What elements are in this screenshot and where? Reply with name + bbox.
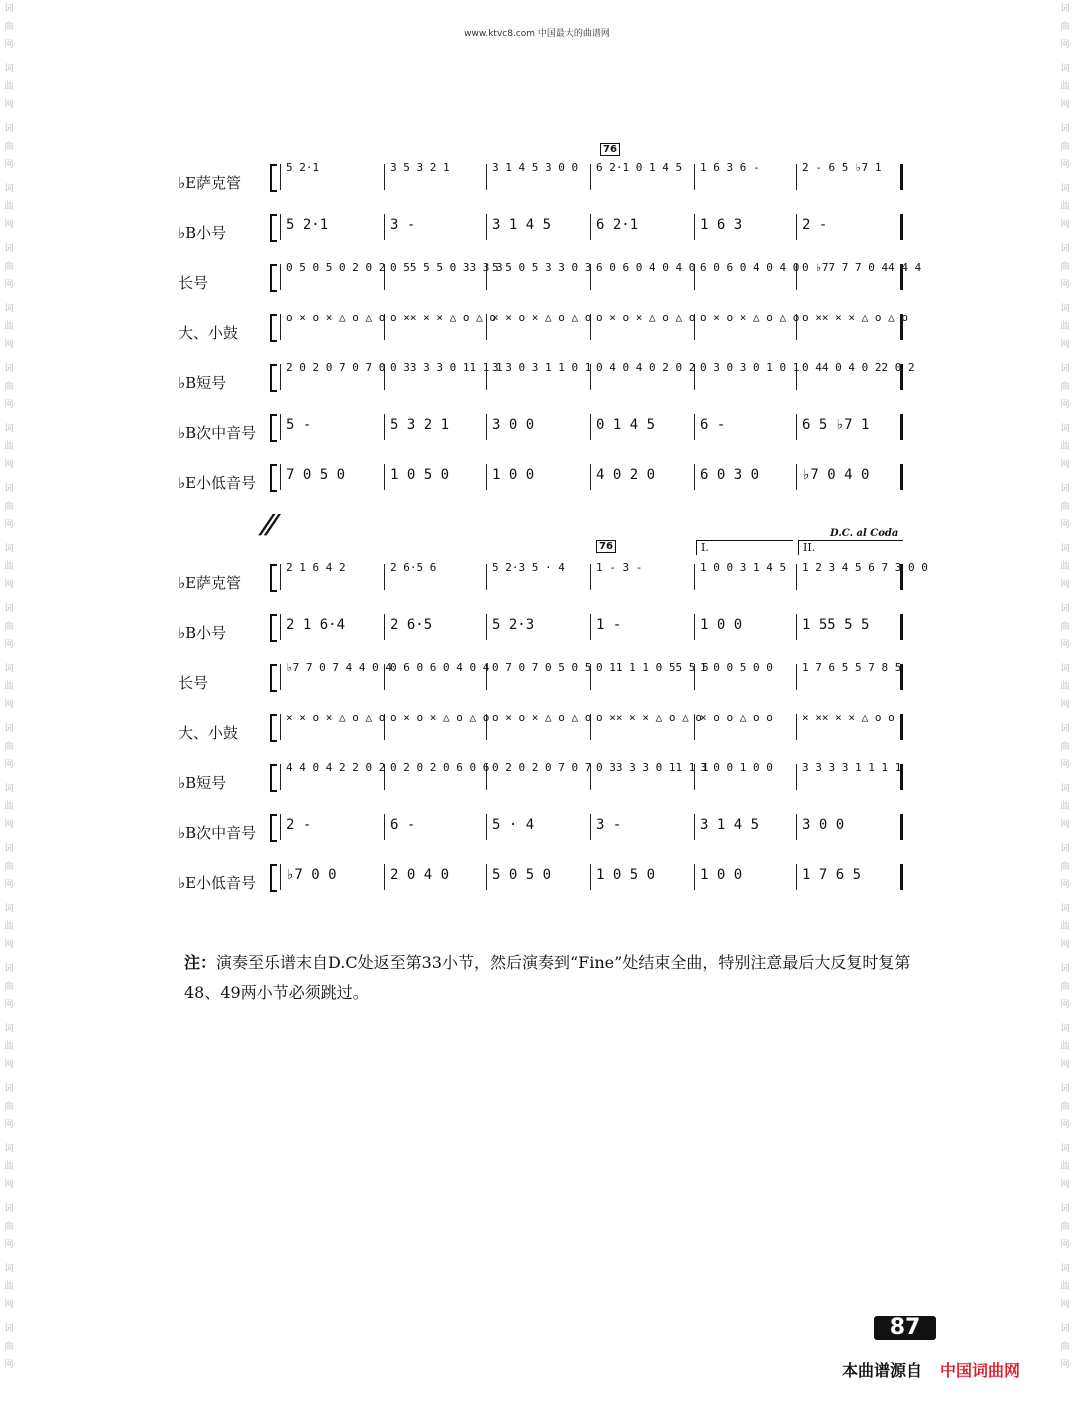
barline bbox=[486, 214, 487, 240]
measure-notes: 3 3 0 3 1 1 0 1 bbox=[492, 361, 592, 374]
instrument-label: ♭B短号 bbox=[178, 374, 227, 392]
page-number: 87 bbox=[874, 1316, 936, 1340]
measure-notes: 0 33 3 3 0 11 1 1 bbox=[390, 361, 503, 374]
measure-notes: o ×× × × △ o △ o bbox=[596, 711, 702, 724]
barline bbox=[900, 464, 903, 490]
staff-bracket bbox=[270, 664, 277, 692]
barline bbox=[384, 464, 385, 490]
barline bbox=[694, 814, 695, 840]
measure-notes: 6 5 ♭7 1 bbox=[802, 417, 870, 433]
barline bbox=[280, 264, 281, 290]
measure-notes: × × o × △ o △ o bbox=[492, 311, 592, 324]
measure-notes: 6 2·1 0 1 4 5 bbox=[596, 161, 683, 174]
barline bbox=[384, 164, 385, 190]
barline bbox=[280, 764, 281, 790]
instrument-label: ♭E萨克管 bbox=[178, 574, 242, 592]
barline bbox=[900, 864, 903, 890]
barline bbox=[280, 714, 281, 740]
measure-notes: 6 - bbox=[390, 817, 416, 833]
volta-1: I. bbox=[696, 540, 793, 555]
measure-notes: 0 2 0 2 0 6 0 6 bbox=[390, 761, 490, 774]
staff-6 bbox=[0, 808, 1074, 858]
measure-notes: 3 3 3 3 1 1 1 1 bbox=[802, 761, 902, 774]
measure-notes: 2 - bbox=[286, 817, 312, 833]
measure-notes: 1 2 3 4 5 6 7 3 0 0 bbox=[802, 561, 928, 574]
barline bbox=[280, 464, 281, 490]
measure-notes: 3 0 0 1 0 0 bbox=[700, 761, 773, 774]
measure-notes: 1 55 5 5 bbox=[802, 617, 870, 633]
measure-notes: 3 - bbox=[596, 817, 622, 833]
measure-notes: 1 0 5 0 bbox=[596, 867, 656, 883]
barline bbox=[796, 214, 797, 240]
barline bbox=[280, 414, 281, 440]
instrument-label: 长号 bbox=[178, 274, 209, 292]
barline bbox=[796, 764, 797, 790]
barline bbox=[486, 564, 487, 590]
barline bbox=[796, 564, 797, 590]
measure-notes: 3 1 4 5 bbox=[492, 217, 552, 233]
measure-notes: 1 - 3 - bbox=[596, 561, 643, 574]
barline bbox=[694, 164, 695, 190]
barline bbox=[900, 214, 903, 240]
measure-notes: 0 55 5 5 0 33 3 3 bbox=[390, 261, 503, 274]
barline bbox=[900, 614, 903, 640]
measure-notes: 1 0 0 3 1 4 5 bbox=[700, 561, 787, 574]
barline bbox=[796, 614, 797, 640]
instrument-label: ♭B次中音号 bbox=[178, 424, 257, 442]
measure-notes: 5 0 5 0 bbox=[492, 867, 552, 883]
watermark-right: 词 曲 网 词 曲 网 词 曲 网 词 曲 网 词 曲 网 词 曲 网 词 曲 网 词 曲 网 词 曲 网 词 曲 网 词 曲 网 词 曲 网 词 曲 网 词 曲 网 词 曲 网 词 曲 网 词 曲 网 词 曲 网 词 曲 网 词 曲 网 词 曲 网 词 曲 网 词 曲 网 bbox=[1060, 4, 1070, 1370]
staff-bracket bbox=[270, 714, 277, 742]
measure-notes: 6 - bbox=[700, 417, 726, 433]
staff-bracket bbox=[270, 364, 277, 392]
measure-notes: o × o × △ o △ o bbox=[596, 311, 696, 324]
instrument-label: 长号 bbox=[178, 674, 209, 692]
barline bbox=[486, 864, 487, 890]
note-lead: 注： bbox=[184, 953, 217, 972]
measure-notes: 1 7 6 5 5 7 8 5 bbox=[802, 661, 902, 674]
barline bbox=[384, 214, 385, 240]
barline bbox=[590, 814, 591, 840]
barline bbox=[486, 614, 487, 640]
measure-notes: 2 6·5 bbox=[390, 617, 433, 633]
measure-notes: o ×× × × △ o △ o bbox=[390, 311, 496, 324]
measure-notes: 2 0 2 0 7 0 7 0 bbox=[286, 361, 386, 374]
staff-bracket bbox=[270, 314, 277, 342]
barline bbox=[796, 414, 797, 440]
measure-notes: 3 1 4 5 3 0 0 bbox=[492, 161, 579, 174]
instrument-label: ♭E小低音号 bbox=[178, 474, 257, 492]
measure-notes: 1 0 0 5 0 0 bbox=[700, 661, 773, 674]
staff-7 bbox=[0, 858, 1074, 908]
instrument-label: ♭E萨克管 bbox=[178, 174, 242, 192]
staff-7 bbox=[0, 458, 1074, 508]
staff-1 bbox=[0, 558, 1074, 608]
staff-3 bbox=[0, 258, 1074, 308]
measure-notes: o × o × △ o △ o bbox=[390, 711, 490, 724]
barline bbox=[796, 714, 797, 740]
measure-notes: 0 33 3 3 0 11 1 1 bbox=[596, 761, 709, 774]
instrument-label: ♭B次中音号 bbox=[178, 824, 257, 842]
rehearsal-mark-1: 76 bbox=[600, 143, 620, 156]
barline bbox=[694, 214, 695, 240]
measure-notes: 7 0 5 0 bbox=[286, 467, 346, 483]
staff-3 bbox=[0, 658, 1074, 708]
staff-bracket bbox=[270, 464, 277, 492]
measure-notes: 2 - 6 5 ♭7 1 bbox=[802, 161, 882, 174]
measure-notes: 5 2·3 5 · 4 bbox=[492, 561, 565, 574]
measure-notes: 0 4 0 4 0 2 0 2 bbox=[596, 361, 696, 374]
barline bbox=[694, 464, 695, 490]
barline bbox=[796, 664, 797, 690]
measure-notes: 2 1 6 4 2 bbox=[286, 561, 346, 574]
barline bbox=[900, 164, 903, 190]
measure-notes: 0 11 1 1 0 55 5 5 bbox=[596, 661, 709, 674]
measure-notes: 0 5 0 5 0 2 0 2 bbox=[286, 261, 386, 274]
barline bbox=[486, 164, 487, 190]
staff-bracket bbox=[270, 414, 277, 442]
instrument-label: 大、小鼓 bbox=[178, 324, 239, 342]
measure-notes: 1 0 0 bbox=[700, 617, 743, 633]
staff-5 bbox=[0, 358, 1074, 408]
measure-notes: 2 6·5 6 bbox=[390, 561, 437, 574]
measure-notes: 0 3 0 3 0 1 0 1 bbox=[700, 361, 800, 374]
staff-4 bbox=[0, 308, 1074, 358]
measure-notes: 6 0 3 0 bbox=[700, 467, 760, 483]
staff-bracket bbox=[270, 164, 277, 192]
barline bbox=[694, 614, 695, 640]
measure-notes: ♭7 0 0 bbox=[286, 867, 337, 883]
measure-notes: 0 2 0 2 0 7 0 7 bbox=[492, 761, 592, 774]
measure-notes: 1 0 5 0 bbox=[390, 467, 450, 483]
measure-notes: × × o × △ o △ o bbox=[286, 711, 386, 724]
measure-notes: 5 2·3 bbox=[492, 617, 535, 633]
measure-notes: 6 0 6 0 4 0 4 0 bbox=[596, 261, 696, 274]
measure-notes: 5 2·1 bbox=[286, 217, 329, 233]
barline bbox=[486, 814, 487, 840]
measure-notes: 0 1 4 5 bbox=[596, 417, 656, 433]
measure-notes: 5 · 4 bbox=[492, 817, 535, 833]
staff-bracket bbox=[270, 864, 277, 892]
barline bbox=[900, 814, 903, 840]
barline bbox=[900, 414, 903, 440]
measure-notes: 3 0 0 bbox=[492, 417, 535, 433]
measure-notes: 5 3 2 1 bbox=[390, 417, 450, 433]
barline bbox=[384, 864, 385, 890]
page-header: www.ktvc8.com 中国最大的曲谱网 bbox=[464, 29, 610, 39]
footer-source-label: 本曲谱源自 bbox=[842, 1361, 923, 1380]
measure-notes: 0 ♭77 7 7 0 44 4 4 bbox=[802, 261, 922, 274]
barline bbox=[486, 414, 487, 440]
note-text: 演奏至乐谱末自D.C处返至第33小节，然后演奏到“Fine”处结束全曲，特别注意最后大反复时复第48、49两小节必须跳过。 bbox=[184, 953, 911, 1002]
barline bbox=[280, 164, 281, 190]
barline bbox=[590, 464, 591, 490]
measure-notes: o ×× × × △ o △ o bbox=[802, 311, 908, 324]
barline bbox=[280, 864, 281, 890]
dc-al-coda: D.C. al Coda bbox=[830, 528, 899, 539]
barline bbox=[796, 814, 797, 840]
barline bbox=[796, 164, 797, 190]
instrument-label: ♭B小号 bbox=[178, 624, 227, 642]
measure-notes: 0 44 0 4 0 22 0 2 bbox=[802, 361, 915, 374]
measure-notes: o × o × △ o △ o bbox=[492, 711, 592, 724]
measure-notes: 2 1 6·4 bbox=[286, 617, 346, 633]
staff-bracket bbox=[270, 614, 277, 642]
measure-notes: 1 6 3 bbox=[700, 217, 743, 233]
measure-notes: × ×× × × △ o o bbox=[802, 711, 895, 724]
barline bbox=[384, 564, 385, 590]
measure-notes: × o o △ o o bbox=[700, 711, 773, 724]
measure-notes: 6 0 6 0 4 0 4 0 bbox=[700, 261, 800, 274]
measure-notes: 3 - bbox=[390, 217, 416, 233]
barline bbox=[694, 864, 695, 890]
barline bbox=[280, 814, 281, 840]
instrument-label: ♭B短号 bbox=[178, 774, 227, 792]
staff-bracket bbox=[270, 214, 277, 242]
measure-notes: 4 4 0 4 2 2 0 2 bbox=[286, 761, 386, 774]
staff-1 bbox=[0, 158, 1074, 208]
barline bbox=[900, 714, 903, 740]
measure-notes: 1 0 0 bbox=[492, 467, 535, 483]
volta-2: II. bbox=[798, 540, 903, 555]
watermark-left: 词 曲 网 词 曲 网 词 曲 网 词 曲 网 词 曲 网 词 曲 网 词 曲 网 词 曲 网 词 曲 网 词 曲 网 词 曲 网 词 曲 网 词 曲 网 词 曲 网 词 曲 网 词 曲 网 词 曲 网 词 曲 网 词 曲 网 词 曲 网 词 曲 网 词 曲 网 词 曲 网 bbox=[4, 4, 14, 1370]
barline bbox=[280, 364, 281, 390]
measure-notes: 3 0 0 bbox=[802, 817, 845, 833]
footer-source bbox=[842, 1358, 1020, 1381]
barline bbox=[384, 614, 385, 640]
barline bbox=[796, 464, 797, 490]
measure-notes: 4 0 2 0 bbox=[596, 467, 656, 483]
measure-notes: o × o × △ o △ o bbox=[700, 311, 800, 324]
measure-notes: o × o × △ o △ o bbox=[286, 311, 386, 324]
barline bbox=[694, 414, 695, 440]
instrument-label: 大、小鼓 bbox=[178, 724, 239, 742]
measure-notes: 1 7 6 5 bbox=[802, 867, 862, 883]
rehearsal-mark-2: 76 bbox=[596, 540, 616, 553]
barline bbox=[694, 564, 695, 590]
measure-notes: 2 0 4 0 bbox=[390, 867, 450, 883]
measure-notes: 0 7 0 7 0 5 0 5 bbox=[492, 661, 592, 674]
staff-5 bbox=[0, 758, 1074, 808]
staff-bracket bbox=[270, 564, 277, 592]
barline bbox=[590, 414, 591, 440]
barline bbox=[590, 214, 591, 240]
instrument-label: ♭B小号 bbox=[178, 224, 227, 242]
barline bbox=[384, 414, 385, 440]
measure-notes: 5 2·1 bbox=[286, 161, 320, 174]
barline bbox=[280, 564, 281, 590]
system-separator: // bbox=[256, 510, 279, 540]
staff-6 bbox=[0, 408, 1074, 458]
barline bbox=[280, 314, 281, 340]
measure-notes: 5 - bbox=[286, 417, 312, 433]
barline bbox=[590, 614, 591, 640]
measure-notes: ♭7 0 4 0 bbox=[802, 467, 870, 483]
instrument-label: ♭E小低音号 bbox=[178, 874, 257, 892]
staff-bracket bbox=[270, 814, 277, 842]
staff-bracket bbox=[270, 264, 277, 292]
staff-2 bbox=[0, 608, 1074, 658]
measure-notes: 5 5 0 5 3 3 0 3 bbox=[492, 261, 592, 274]
barline bbox=[590, 164, 591, 190]
measure-notes: 6 2·1 bbox=[596, 217, 639, 233]
measure-notes: ♭7 7 0 7 4 4 0 4 bbox=[286, 661, 392, 674]
barline bbox=[796, 864, 797, 890]
staff-bracket bbox=[270, 764, 277, 792]
measure-notes: 3 5 3 2 1 bbox=[390, 161, 450, 174]
measure-notes: 1 - bbox=[596, 617, 622, 633]
measure-notes: 2 - bbox=[802, 217, 828, 233]
footer-brand: 中国词曲网 bbox=[940, 1361, 1021, 1380]
barline bbox=[384, 814, 385, 840]
measure-notes: 1 0 0 bbox=[700, 867, 743, 883]
measure-notes: 3 1 4 5 bbox=[700, 817, 760, 833]
measure-notes: 0 6 0 6 0 4 0 4 bbox=[390, 661, 490, 674]
barline bbox=[280, 214, 281, 240]
measure-notes: 1 6 3 6 - bbox=[700, 161, 760, 174]
staff-4 bbox=[0, 708, 1074, 758]
barline bbox=[590, 564, 591, 590]
performance-note bbox=[184, 948, 924, 1008]
barline bbox=[280, 614, 281, 640]
barline bbox=[486, 464, 487, 490]
staff-2 bbox=[0, 208, 1074, 258]
barline bbox=[590, 864, 591, 890]
barline bbox=[280, 664, 281, 690]
